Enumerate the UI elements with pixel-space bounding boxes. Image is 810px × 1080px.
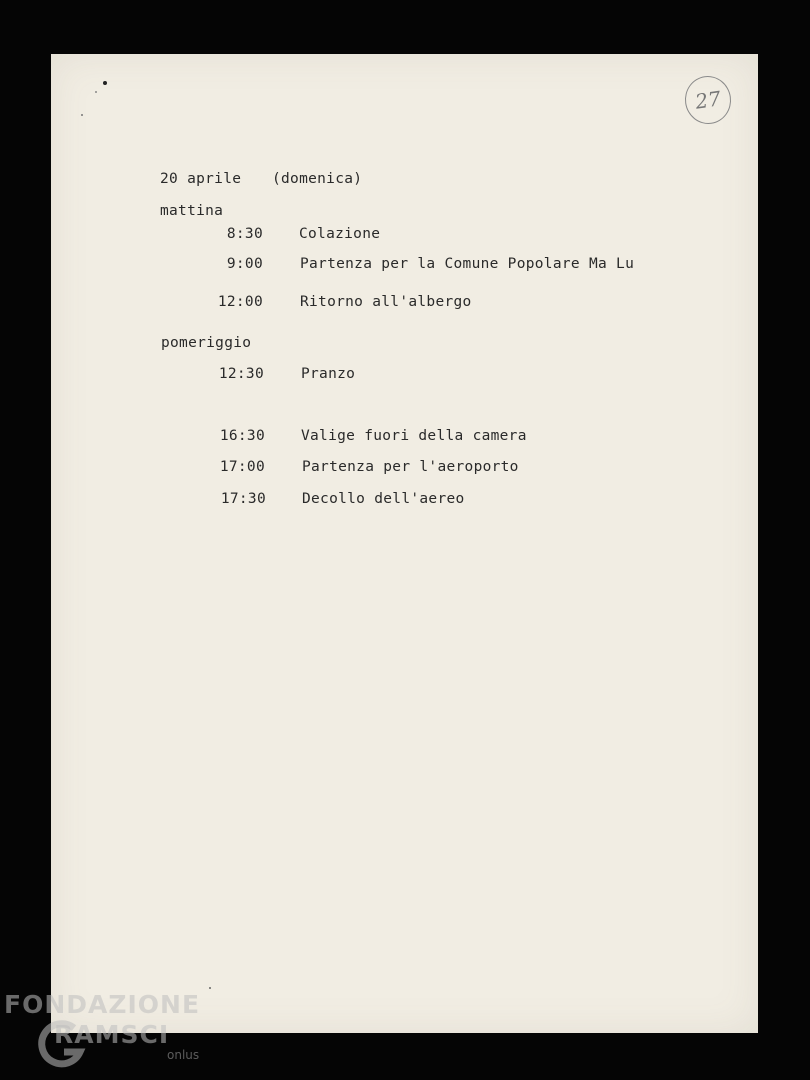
page-number: 27 (682, 73, 734, 127)
ink-speck (103, 81, 107, 85)
heading-day: (domenica) (272, 171, 363, 187)
time-900: 9:00 (226, 256, 263, 272)
section-label-morning: mattina (160, 203, 224, 219)
activity-pranzo: Pranzo (301, 366, 356, 382)
ink-speck (81, 114, 83, 116)
ink-speck (95, 91, 97, 93)
section-label-afternoon: pomeriggio (161, 335, 252, 351)
watermark-line-3: onlus (167, 1048, 200, 1062)
document-page (51, 54, 758, 1033)
activity-decollo: Decollo dell'aereo (302, 491, 465, 507)
watermark-line-2: RAMSCI (54, 1020, 170, 1049)
time-1700: 17:00 (219, 459, 265, 475)
time-1730: 17:30 (220, 491, 266, 507)
activity-partenza-comune: Partenza per la Comune Popolare Ma Lu (300, 256, 635, 272)
time-830: 8:30 (226, 226, 263, 242)
heading-date: 20 aprile (160, 171, 242, 187)
activity-valige: Valige fuori della camera (301, 428, 527, 444)
activity-colazione: Colazione (299, 226, 381, 242)
time-1200: 12:00 (217, 294, 263, 310)
watermark-line-1: FONDAZIONE (4, 990, 201, 1019)
time-1630: 16:30 (219, 428, 265, 444)
time-1230: 12:30 (218, 366, 264, 382)
activity-partenza-aeroporto: Partenza per l'aeroporto (302, 459, 519, 475)
activity-ritorno: Ritorno all'albergo (300, 294, 472, 310)
ink-speck (209, 987, 211, 989)
fondazione-gramsci-watermark (4, 990, 204, 1075)
